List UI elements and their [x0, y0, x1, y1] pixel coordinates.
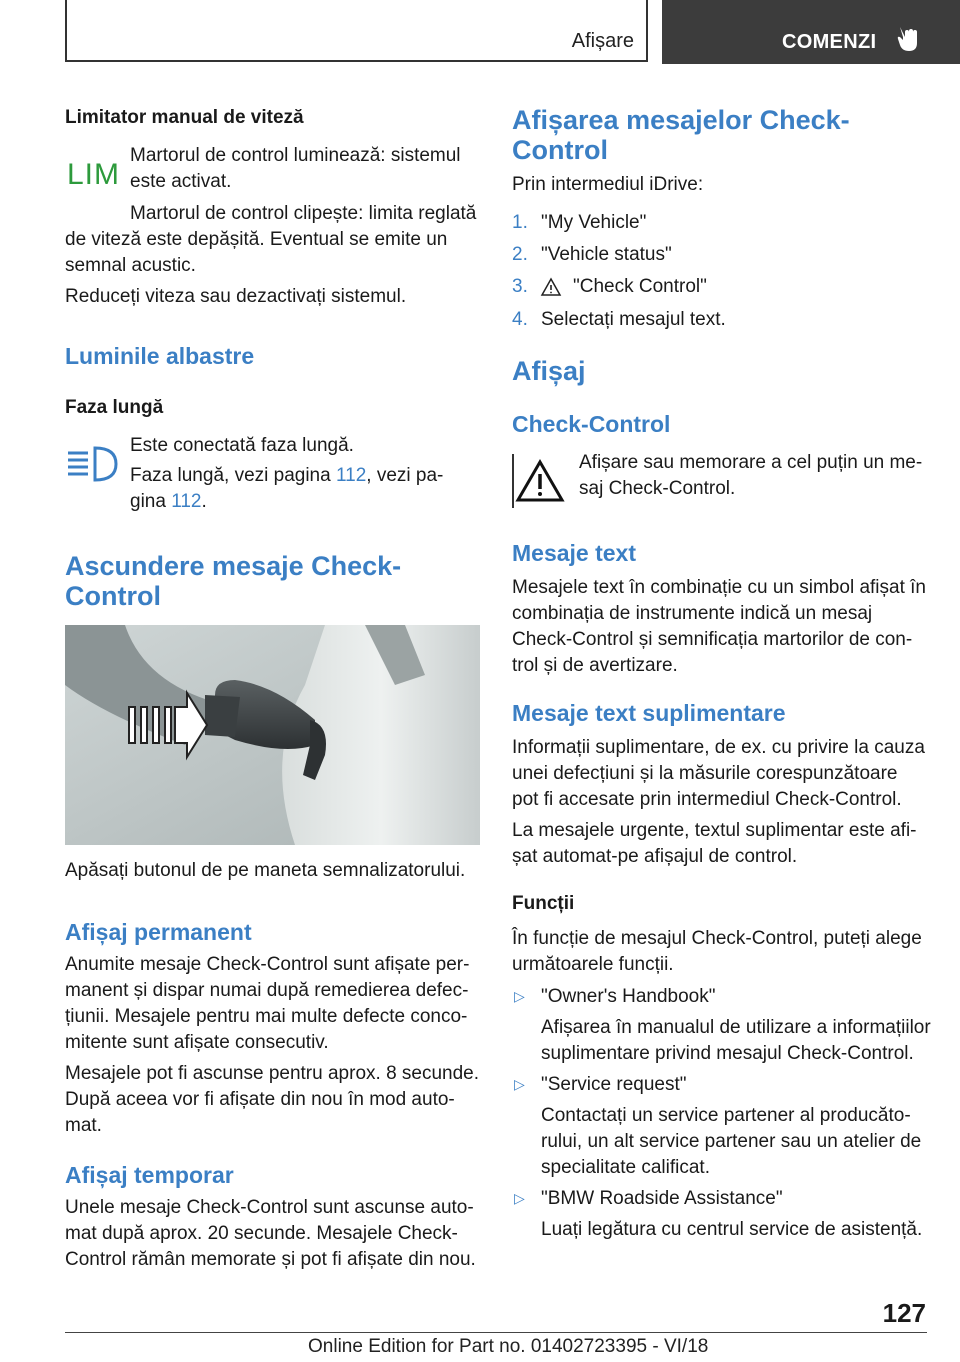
blue-lights-heading: Luminile albastre	[65, 343, 255, 369]
function-item-title: "BMW Roadside Assistance"	[541, 1188, 783, 1209]
temporary-line: Control rămân memorate și pot fi afișate din nou.	[65, 1249, 476, 1270]
function-item-desc: suplimentare privind mesajul Check-Control.	[541, 1043, 914, 1064]
hand-pointer-icon	[896, 25, 922, 53]
footer-divider	[65, 1332, 927, 1333]
function-item-title: "Owner's Handbook"	[541, 986, 716, 1007]
high-beam-subheading: Faza lungă	[65, 397, 164, 418]
page-number: 127	[882, 1298, 926, 1328]
extra-line: pot fi accesate prin intermediul Check-Control.	[512, 789, 902, 810]
header-chapter-tab	[662, 0, 960, 64]
step-number: 2.	[512, 244, 528, 265]
speed-limiter-p2b: de viteză este depășită. Eventual se emite un	[65, 229, 448, 250]
step-number: 4.	[512, 309, 528, 330]
function-item-desc: rului, un alt service partener sau un atelier de	[541, 1131, 922, 1152]
function-item-title: "Service request"	[541, 1074, 687, 1095]
speed-limiter-p1: Martorul de control luminează: sistemul	[130, 145, 461, 166]
speed-limiter-p2c: semnal acustic.	[65, 255, 196, 276]
permanent-line: După aceea vor fi afișate din nou în mod auto-	[65, 1089, 455, 1110]
hide-caption: Apăsați butonul de pe maneta semnalizatorului.	[65, 860, 466, 881]
page-ref-link[interactable]: 112	[171, 491, 202, 512]
text-msgs-line: combinația de instrumente indică un mesaj	[512, 603, 873, 624]
permanent-line: manent și dispar numai după remedierea defec-	[65, 980, 469, 1001]
function-item-desc: Contactați un service partener al producăto-	[541, 1105, 911, 1126]
temporary-heading: Afișaj temporar	[65, 1162, 234, 1188]
text-msgs-line: Check-Control și semnificația martorilor de con-	[512, 629, 913, 650]
text-msgs-line: trol și de avertizare.	[512, 655, 678, 676]
step-text: "Check Control"	[573, 276, 707, 297]
bullet-triangle-icon: ▷	[514, 1076, 525, 1092]
bullet-triangle-icon: ▷	[514, 988, 525, 1004]
check-control-warning-icon	[512, 452, 568, 510]
check-control-heading: Check-Control	[512, 411, 671, 437]
text-msgs-heading: Mesaje text	[512, 540, 637, 566]
extra-line: unei defecțiuni și la măsurile corespunzătoare	[512, 763, 898, 784]
permanent-line: mat.	[65, 1115, 102, 1136]
functions-line: În funcție de mesajul Check-Control, puteți alege	[512, 928, 922, 949]
extra-msgs-heading: Mesaje text suplimentare	[512, 700, 786, 726]
header-chapter-label: COMENZI	[782, 31, 877, 53]
check-control-p2: saj Check-Control.	[579, 478, 736, 499]
functions-line: următoarele funcții.	[512, 954, 674, 975]
hide-heading-line2: Control	[65, 581, 161, 611]
function-item-desc: specialitate calificat.	[541, 1157, 710, 1178]
function-item-desc: Afișarea în manualul de utilizare a informațiilor	[541, 1017, 931, 1038]
high-beam-p1: Este conectată faza lungă.	[130, 435, 354, 456]
extra-line: șat automat-pe afișajul de control.	[512, 846, 798, 867]
temporary-line: mat după aprox. 20 secunde. Mesajele Check-	[65, 1223, 458, 1244]
footer-edition: Online Edition for Part no. 01402723395 - VI/18	[308, 1336, 709, 1357]
speed-limiter-p3: Reduceți viteza sau dezactivați sistemul.	[65, 286, 407, 307]
hide-heading-line1: Ascundere mesaje Check-	[65, 551, 402, 581]
high-beam-p3: gina 112.	[130, 491, 207, 512]
step-text: Selectați mesajul text.	[541, 309, 726, 330]
functions-heading: Funcții	[512, 893, 575, 914]
high-beam-p2: Faza lungă, vezi pagina 112, vezi pa-	[130, 465, 444, 486]
temporary-line: Unele mesaje Check-Control sunt ascunse auto-	[65, 1197, 474, 1218]
bullet-triangle-icon: ▷	[514, 1190, 525, 1206]
afisaj-heading: Afișaj	[512, 356, 586, 386]
permanent-line: mitente sunt afișate consecutiv.	[65, 1032, 329, 1053]
extra-line: Informații suplimentare, de ex. cu privire la cauza	[512, 737, 925, 758]
idrive-intro: Prin intermediul iDrive:	[512, 174, 704, 195]
step-number: 1.	[512, 212, 528, 233]
page-ref-link[interactable]: 112	[335, 465, 367, 486]
step-number: 3.	[512, 276, 528, 297]
speed-limiter-p1b: este activat.	[130, 171, 232, 192]
header-section-tab	[65, 0, 648, 62]
permanent-line: țiunii. Mesajele pentru mai multe defecte conco-	[65, 1006, 468, 1027]
speed-limiter-heading: Limitator manual de viteză	[65, 107, 304, 128]
extra-line: La mesajele urgente, textul suplimentar este afi-	[512, 820, 917, 841]
permanent-heading: Afișaj permanent	[65, 919, 252, 945]
display-msgs-heading-line2: Control	[512, 135, 608, 165]
speed-limiter-p2a: Martorul de control clipește: limita reglată	[130, 203, 477, 224]
permanent-line: Mesajele pot fi ascunse pentru aprox. 8 secunde.	[65, 1063, 480, 1084]
turn-signal-lever-photo	[65, 625, 480, 845]
check-control-p1: Afișare sau memorare a cel puțin un me-	[579, 452, 923, 473]
step-text: "My Vehicle"	[541, 212, 647, 233]
function-item-desc: Luați legătura cu centrul service de asistență.	[541, 1219, 923, 1240]
permanent-line: Anumite mesaje Check-Control sunt afișate per-	[65, 954, 470, 975]
warning-triangle-icon	[540, 277, 562, 297]
text-msgs-line: Mesajele text în combinație cu un simbol afișat în	[512, 577, 926, 598]
high-beam-icon	[66, 444, 122, 484]
header-section-label: Afișare	[571, 30, 634, 52]
step-text: "Vehicle status"	[541, 244, 672, 265]
lim-indicator-icon: LIM	[67, 158, 121, 191]
display-msgs-heading-line1: Afișarea mesajelor Check-	[512, 105, 850, 135]
